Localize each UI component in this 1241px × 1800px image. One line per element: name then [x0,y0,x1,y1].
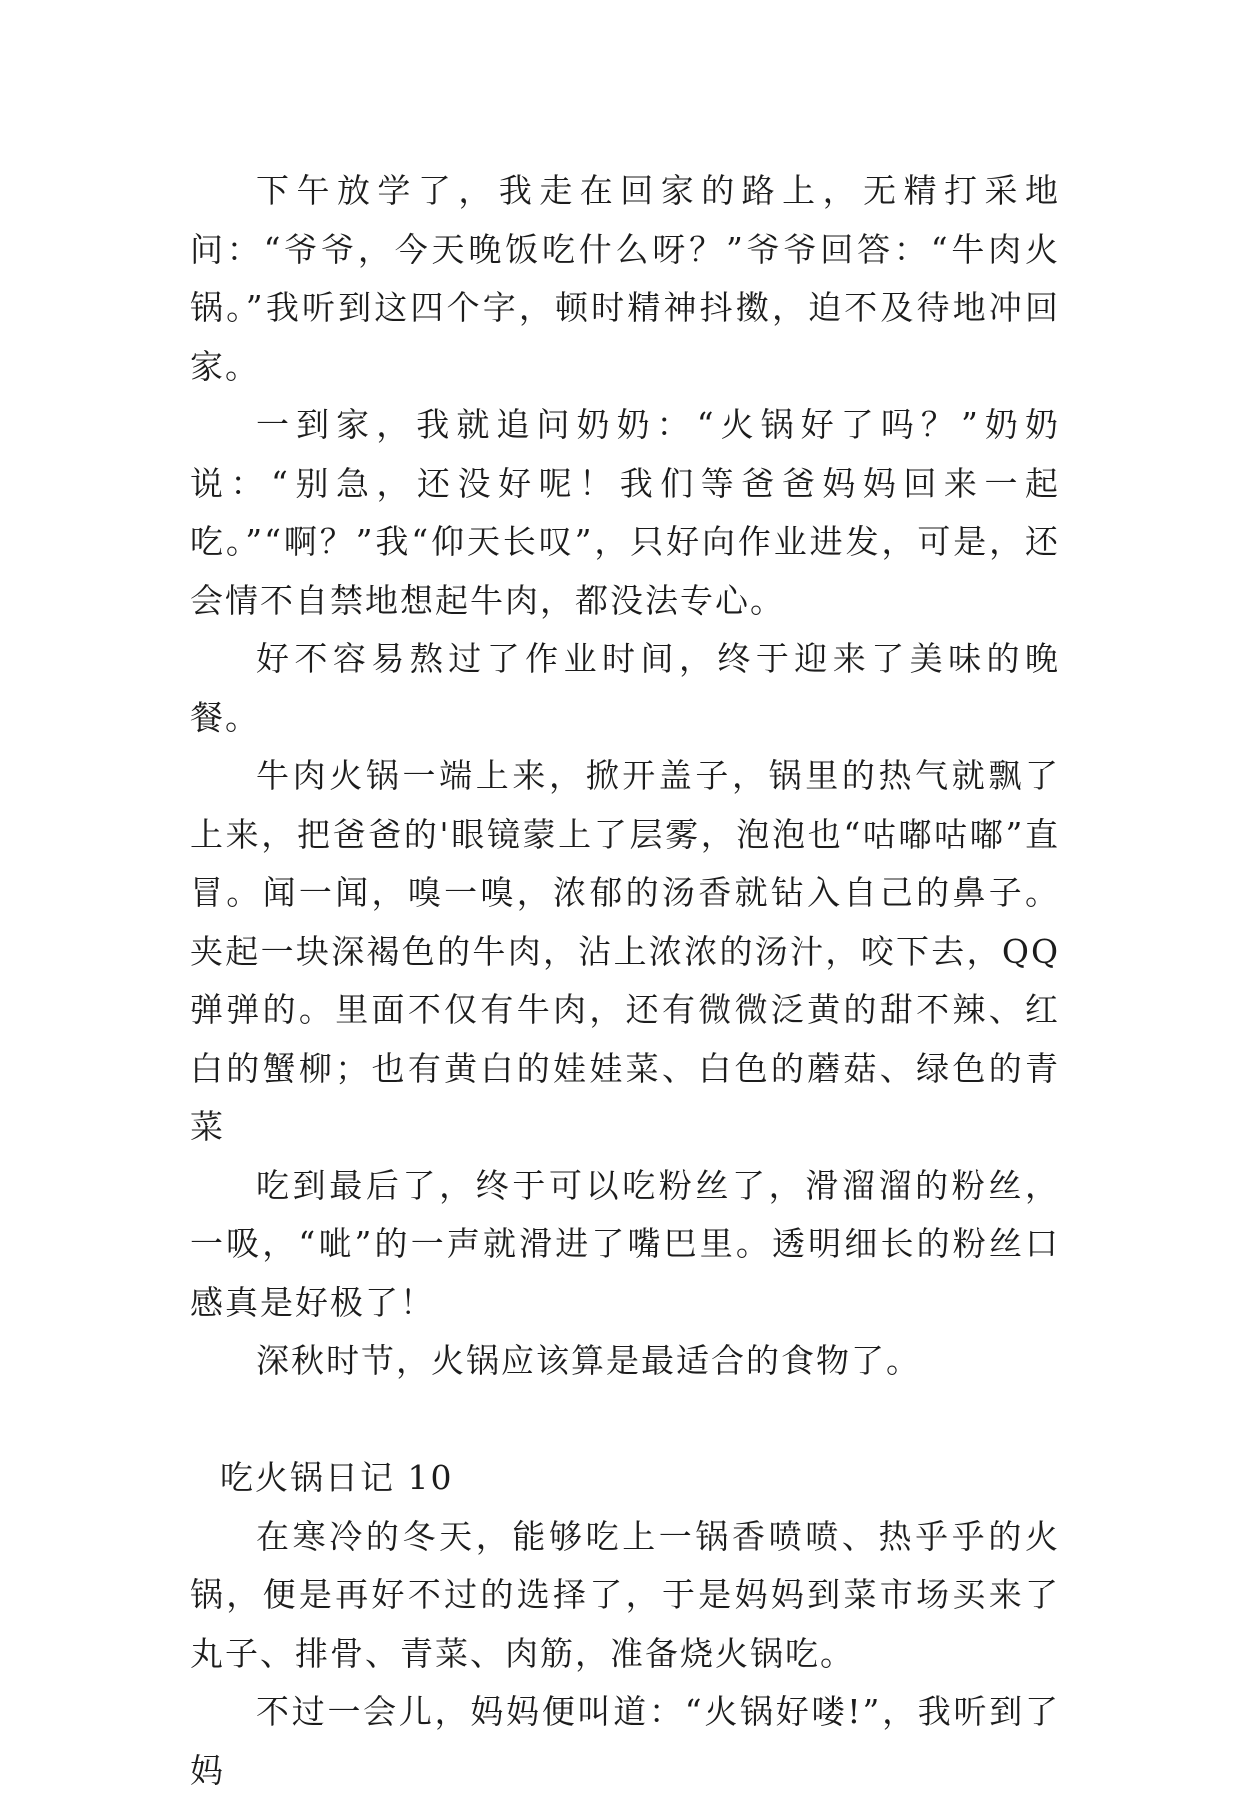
paragraph-8: 不过一会儿，妈妈便叫道：“火锅好喽!”，我听到了妈 [190,1692,1060,1790]
document-body [190,162,1060,1800]
paragraph-2: 一到家，我就追问奶奶：“火锅好了吗？”奶奶说：“别急，还没好呢！我们等爸爸妈妈回来一起吃。”“啊？”我“仰天长叹”，只好向作业进发，可是，还会情不自禁地想起牛肉，都没法专心。 [190,405,1060,620]
section-heading: 吃火锅日记 10 [220,1458,454,1497]
paragraph-6: 深秋时节，火锅应该算是最适合的食物了。 [256,1341,921,1380]
paragraph-7: 在寒冷的冬天，能够吃上一锅香喷喷、热乎乎的火锅，便是再好不过的选择了，于是妈妈到菜市场买来了丸子、排骨、青菜、肉筋，准备烧火锅吃。 [190,1516,1060,1673]
paragraph-1: 下午放学了，我走在回家的路上，无精打采地问：“爷爷，今天晚饭吃什么呀？”爷爷回答：“牛肉火锅。”我听到这四个字，顿时精神抖擞，迫不及待地冲回家。 [190,171,1060,386]
paragraph-3: 好不容易熬过了作业时间，终于迎来了美味的晚餐。 [190,639,1060,737]
paragraph-4: 牛肉火锅一端上来，掀开盖子，锅里的热气就飘了上来，把爸爸的'眼镜蒙上了层雾，泡泡也“咕嘟咕嘟”直冒。闻一闻，嗅一嗅，浓郁的汤香就钻入自己的鼻子。夹起一块深褐色的牛肉，沾上浓浓的汤汁，咬下去，QQ弹弹的。里面不仅有牛肉，还有微微泛黄的甜不辣、红白的蟹柳；也有黄白的娃娃菜、白色的蘑菇、绿色的青菜 [190,756,1060,1146]
paragraph-5: 吃到最后了，终于可以吃粉丝了，滑溜溜的粉丝，一吸，“呲”的一声就滑进了嘴巴里。透明细长的粉丝口感真是好极了！ [190,1165,1060,1322]
